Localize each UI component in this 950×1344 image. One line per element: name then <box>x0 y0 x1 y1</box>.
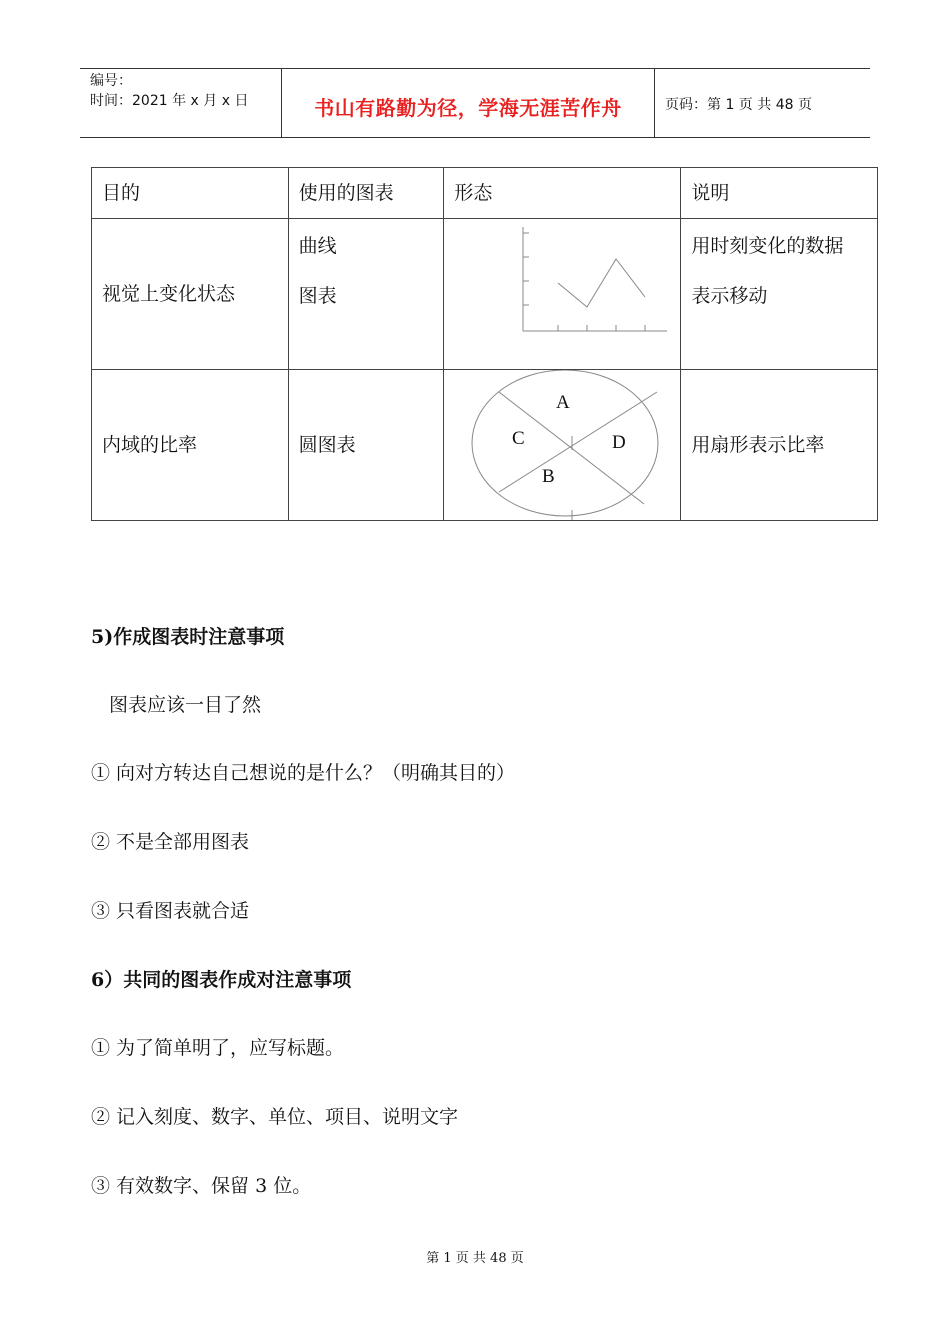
page-header <box>80 68 870 138</box>
section6-item-3: ③ 有效数字、保留 3 位。 <box>91 1175 312 1197</box>
section5-item-3: ③ 只看图表就合适 <box>91 900 250 922</box>
table-header-row <box>92 168 878 219</box>
table-row <box>92 219 878 370</box>
header-desc: 说明 <box>681 168 878 219</box>
row2-purpose: 内域的比率 <box>92 370 289 521</box>
header-motto-cell <box>282 69 655 137</box>
page-info: 页码：第 1 页 共 48 页 <box>665 97 812 113</box>
pie-label-d: D <box>612 432 627 453</box>
chart-usage-table <box>91 167 878 521</box>
row1-shape <box>444 219 681 370</box>
pie-label-c: C <box>512 428 526 449</box>
number-label: 编号： <box>90 73 132 89</box>
header-purpose: 目的 <box>92 168 289 219</box>
row2-shape <box>444 370 681 521</box>
motto: 书山有路勤为径，学海无涯苦作舟 <box>314 96 622 120</box>
page-footer: 第 1 页 共 48 页 <box>426 1251 524 1266</box>
pie-label-a: A <box>556 392 571 413</box>
section5-intro: 图表应该一目了然 <box>109 694 262 716</box>
pie-chart-sketch <box>444 370 680 520</box>
section5-item-2: ② 不是全部用图表 <box>91 831 250 853</box>
row1-purpose: 视觉上变化状态 <box>92 219 289 370</box>
section6-item-2: ② 记入刻度、数字、单位、项目、说明文字 <box>91 1106 459 1128</box>
pie-label-b: B <box>542 466 556 487</box>
section6-heading: 6）共同的图表作成对注意事项 <box>91 969 352 991</box>
section5-heading: 5)作成图表时注意事项 <box>91 626 285 648</box>
row2-desc: 用扇形表示比率 <box>681 370 878 521</box>
table-row <box>92 370 878 521</box>
header-chart: 使用的图表 <box>288 168 444 219</box>
section6-item-1: ① 为了简单明了，应写标题。 <box>91 1037 345 1059</box>
line-chart-sketch <box>444 219 680 369</box>
time-label: 时间：2021 年 x 月 x 日 <box>90 93 249 109</box>
row1-chart: 曲线 图表 <box>288 219 444 370</box>
row1-desc: 用时刻变化的数据 表示移动 <box>681 219 878 370</box>
row2-chart: 圆图表 <box>288 370 444 521</box>
header-meta <box>80 69 282 137</box>
section5-item-1: ① 向对方转达自己想说的是什么？（明确其目的） <box>91 762 516 784</box>
header-shape: 形态 <box>444 168 681 219</box>
